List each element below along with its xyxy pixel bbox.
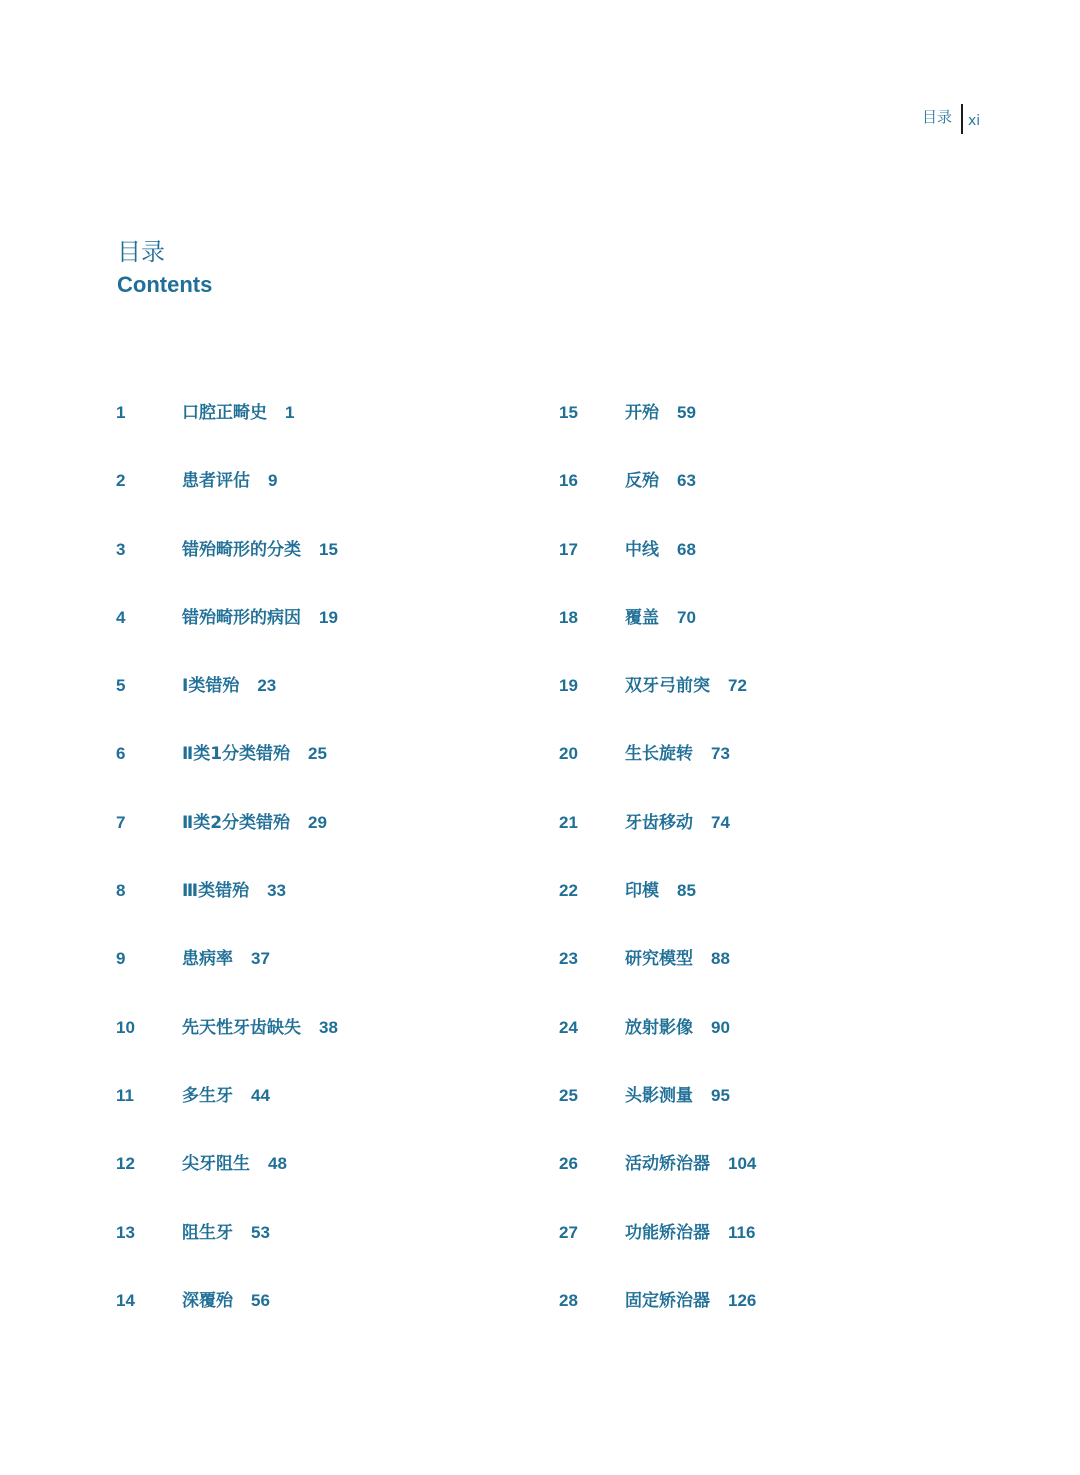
chapter-page-number: 70: [677, 607, 696, 627]
chapter-page-number: 15: [319, 539, 338, 559]
chapter-title: 牙齿移动: [625, 812, 693, 833]
chapter-number: 4: [116, 607, 126, 627]
chapter-title: 固定矫治器: [625, 1290, 710, 1311]
chapter-title: 开殆: [625, 403, 659, 423]
chapter-page-number: 1: [285, 403, 295, 422]
toc-entry[interactable]: [116, 603, 536, 671]
chapter-title: 功能矫治器: [625, 1222, 710, 1243]
chapter-title: Ⅰ类错殆: [182, 676, 240, 697]
toc-entry[interactable]: [559, 398, 979, 466]
chapter-title: 先天性牙齿缺失: [182, 1017, 301, 1038]
chapter-number: 7: [116, 812, 126, 832]
chapter-title: 头影测量: [625, 1085, 693, 1106]
chapter-title: 研究模型: [625, 949, 693, 970]
chapter-number: 12: [116, 1154, 135, 1174]
chapter-page-number: 73: [711, 744, 730, 764]
toc-entry[interactable]: [116, 739, 536, 807]
chapter-number: 16: [559, 471, 578, 491]
toc-column-left: [116, 398, 536, 1354]
chapter-title: 患者评估: [182, 471, 250, 492]
chapter-number: 3: [116, 539, 126, 559]
chapter-title: 阻生牙: [182, 1222, 233, 1243]
chapter-title: 患病率: [182, 949, 233, 970]
toc-entry[interactable]: [116, 808, 536, 876]
chapter-page-number: 29: [308, 812, 327, 832]
toc-entry[interactable]: [559, 1286, 979, 1354]
chapter-number: 10: [116, 1017, 135, 1037]
toc-entry[interactable]: [116, 1149, 536, 1217]
toc-entry[interactable]: [116, 535, 536, 603]
chapter-number: 18: [559, 607, 578, 627]
toc-entry[interactable]: [116, 944, 536, 1012]
toc-entry[interactable]: [116, 398, 536, 466]
chapter-title: 活动矫治器: [625, 1154, 710, 1175]
toc-entry[interactable]: [559, 739, 979, 807]
chapter-title: 错殆畸形的分类: [182, 539, 301, 560]
page-number: xi: [968, 113, 981, 129]
chapter-title: 口腔正畸史: [182, 403, 267, 423]
chapter-page-number: 33: [267, 881, 286, 901]
chapter-title: 印模: [625, 881, 659, 902]
toc-entry[interactable]: [559, 808, 979, 876]
chapter-page-number: 56: [251, 1290, 270, 1310]
running-header-divider: [961, 104, 963, 134]
toc-entry[interactable]: [559, 1081, 979, 1149]
chapter-number: 14: [116, 1290, 135, 1310]
chapter-page-number: 37: [251, 949, 270, 969]
table-of-contents: [0, 398, 1080, 1338]
toc-entry[interactable]: [559, 671, 979, 739]
toc-entry[interactable]: [116, 1013, 536, 1081]
toc-entry[interactable]: [559, 944, 979, 1012]
toc-entry[interactable]: [116, 671, 536, 739]
chapter-page-number: 90: [711, 1017, 730, 1037]
chapter-number: 2: [116, 471, 126, 491]
chapter-page-number: 85: [677, 881, 696, 901]
chapter-number: 25: [559, 1085, 578, 1105]
page-title-english: Contents: [117, 272, 213, 297]
chapter-title: 覆盖: [625, 607, 659, 628]
toc-entry[interactable]: [116, 466, 536, 534]
chapter-number: 11: [116, 1085, 134, 1105]
chapter-number: 17: [559, 539, 578, 559]
chapter-page-number: 53: [251, 1222, 270, 1242]
chapter-title: 放射影像: [625, 1017, 693, 1038]
chapter-number: 20: [559, 744, 578, 764]
chapter-page-number: 104: [728, 1154, 757, 1174]
chapter-number: 13: [116, 1222, 135, 1242]
chapter-number: 1: [116, 403, 126, 422]
chapter-title: 多生牙: [182, 1085, 233, 1106]
chapter-page-number: 88: [711, 949, 730, 969]
chapter-title: 中线: [625, 539, 659, 560]
toc-entry[interactable]: [559, 1149, 979, 1217]
toc-entry[interactable]: [116, 1081, 536, 1149]
chapter-number: 19: [559, 676, 578, 696]
chapter-title: Ⅱ类1分类错殆: [182, 744, 291, 765]
chapter-title: 双牙弓前突: [625, 676, 710, 697]
running-header: [922, 104, 980, 134]
chapter-number: 15: [559, 403, 578, 422]
chapter-page-number: 126: [728, 1290, 757, 1310]
chapter-page-number: 72: [728, 676, 747, 696]
chapter-title: 错殆畸形的病因: [182, 607, 301, 628]
chapter-title: 反殆: [625, 471, 659, 492]
toc-entry[interactable]: [559, 1013, 979, 1081]
page-title-chinese: 目录: [117, 238, 165, 266]
chapter-number: 26: [559, 1154, 578, 1174]
toc-entry[interactable]: [116, 1286, 536, 1354]
chapter-page-number: 74: [711, 812, 730, 832]
chapter-number: 21: [559, 812, 578, 832]
chapter-number: 24: [559, 1017, 578, 1037]
chapter-title: 生长旋转: [625, 744, 693, 765]
toc-entry[interactable]: [559, 466, 979, 534]
chapter-page-number: 9: [268, 471, 278, 491]
chapter-number: 8: [116, 881, 126, 901]
chapter-title: 尖牙阻生: [182, 1154, 250, 1175]
chapter-page-number: 23: [257, 676, 277, 696]
toc-entry[interactable]: [116, 876, 536, 944]
chapter-page-number: 116: [728, 1222, 756, 1242]
chapter-page-number: 59: [677, 403, 696, 422]
chapter-title: Ⅱ类2分类错殆: [182, 812, 291, 833]
toc-entry[interactable]: [559, 1218, 979, 1286]
toc-entry[interactable]: [559, 603, 979, 671]
running-header-section: 目录: [922, 108, 953, 126]
chapter-page-number: 19: [319, 607, 338, 627]
toc-column-right: [559, 398, 979, 1354]
toc-entry[interactable]: [116, 1218, 536, 1286]
chapter-number: 5: [116, 676, 126, 696]
chapter-title: Ⅲ类错殆: [182, 881, 250, 902]
chapter-page-number: 48: [268, 1154, 287, 1174]
toc-entry[interactable]: [559, 876, 979, 944]
chapter-page-number: 38: [319, 1017, 338, 1037]
chapter-page-number: 68: [677, 539, 696, 559]
chapter-page-number: 95: [711, 1085, 730, 1105]
chapter-number: 22: [559, 881, 578, 901]
page-heading: [117, 236, 212, 300]
chapter-number: 23: [559, 949, 578, 969]
toc-entry[interactable]: [559, 535, 979, 603]
chapter-title: 深覆殆: [182, 1290, 233, 1311]
chapter-number: 28: [559, 1290, 578, 1310]
chapter-page-number: 44: [251, 1085, 270, 1105]
chapter-number: 9: [116, 949, 126, 969]
chapter-number: 27: [559, 1222, 578, 1242]
chapter-page-number: 25: [308, 744, 327, 764]
chapter-number: 6: [116, 744, 126, 764]
chapter-page-number: 63: [677, 471, 696, 491]
